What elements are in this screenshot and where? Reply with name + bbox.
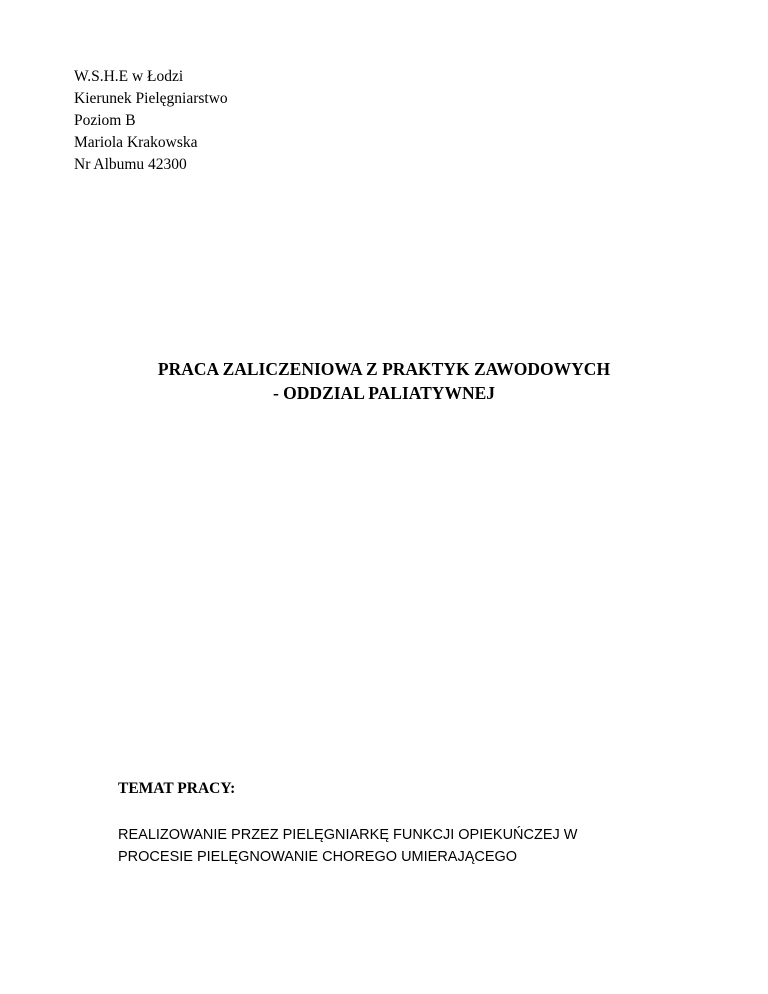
topic-line-1: REALIZOWANIE PRZEZ PIELĘGNIARKĘ FUNKCJI OPIEKUŃCZEJ W: [118, 827, 578, 843]
school-name: W.S.H.E w Łodzi: [74, 68, 184, 85]
author-info: [74, 66, 228, 176]
author-name: Mariola Krakowska: [74, 134, 198, 151]
level: Poziom B: [74, 112, 136, 129]
document-title: [0, 357, 768, 405]
album-number: Nr Albumu 42300: [74, 156, 187, 173]
topic-line-2: PROCESIE PIELĘGNOWANIE CHOREGO UMIERAJĄCEGO: [118, 849, 518, 865]
field-of-study: Kierunek Pielęgniarstwo: [74, 90, 228, 107]
title-line-1: PRACA ZALICZENIOWA Z PRAKTYK ZAWODOWYCH: [157, 359, 611, 379]
topic-label: TEMAT PRACY:: [118, 780, 236, 797]
topic-text: [118, 824, 578, 868]
title-line-2: - ODDZIAL PALIATYWNEJ: [272, 383, 495, 403]
